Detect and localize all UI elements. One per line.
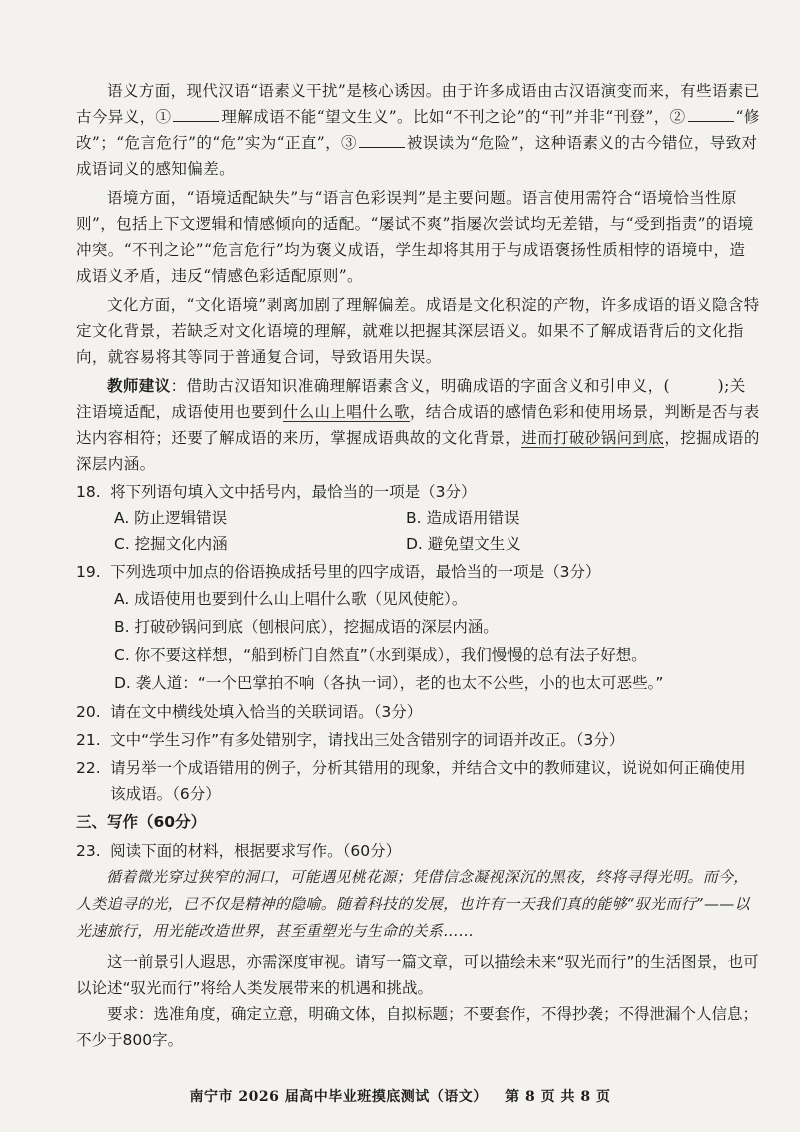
passage-paragraph-context: 语境方面，“语境适配缺失”与“语言色彩误判”是主要问题。语言使用需符合“语境恰当性原则”，包括上下文逻辑和情感倾向的适配。“屡试不爽”指屡次尝试均无差错，与“受到指责”的语境冲突。“不刊之论”“危言危行”均为褒义成语，学生却将其用于与成语褒扬性质相悖的语境中，造成语义矛盾，违反“情感色彩适配原则”。 (76, 189, 754, 285)
option-b: B. 造成语用错误 (406, 509, 520, 527)
underlined-link-word: 进而 (521, 429, 554, 447)
writing-material: 循着微光穿过狭窄的洞口，可能遇见桃花源；凭借信念凝视深沉的黑夜，终将寻得光明。而今，人类追寻的光，已不仅是精神的隐喻。随着科技的发展，也许有一天我们真的能够“驭光而行”——以光速旅行，用光能改造世界，甚至重塑光与生命的关系…… (76, 868, 750, 940)
question-19: 19. 下列选项中加点的俗语换成括号里的四字成语，最恰当的一项是（3分） (76, 563, 601, 581)
teacher-advice-label: 教师建议 (107, 376, 171, 395)
writing-requirements: 要求：选准角度，确定立意，明确文体，自拟标题；不要套作，不得抄袭；不得泄漏个人信息；不少于800字。 (76, 1005, 759, 1049)
page-number: 第 8 页 共 8 页 (505, 1089, 611, 1105)
option-a: A. 防止逻辑错误 (114, 509, 228, 527)
answer-blank-1 (173, 107, 219, 122)
answer-blank-2 (688, 107, 734, 122)
option-c: C. 你不要这样想，“船到桥门自然直”（水到渠成），我们慢慢的总有法子好想。 (114, 646, 647, 664)
underlined-saying-1: 什么山上唱什么歌 (282, 403, 410, 421)
option-a: A. 成语使用也要到什么山上唱什么歌（见风使舵）。 (114, 590, 468, 608)
question-18: 18. 将下列语句填入文中括号内，最恰当的一项是（3分） (76, 483, 477, 501)
exam-title: 南宁市 2026 届高中毕业班摸底测试（语文） (189, 1089, 488, 1105)
question-18-options (76, 505, 760, 557)
option-c: C. 挖掘文化内涵 (114, 535, 228, 553)
option-b: B. 打破砂锅问到底（刨根问底），挖掘成语的深层内涵。 (114, 618, 499, 636)
writing-section-heading: 三、写作（60分） (76, 813, 207, 831)
passage-paragraph-semantics: 语义方面，现代汉语“语素义干扰”是核心诱因。由于许多成语由古汉语演变而来，有些语素已古今异义，① 理解成语不能“望文生义”。比如“不刊之论”的“刊”并非“刊登”，② “修改”；“危言危行”的“危”实为“正直”，③ 被误读为“危险”，这种语素义的古今错位，导致对成语词义的感知偏差。 (76, 82, 760, 178)
question-20: 20. 请在文中横线处填入恰当的关联词语。（3分） (76, 703, 423, 721)
question-19-options (76, 585, 760, 697)
writing-prompt: 这一前景引人遐思，亦需深度审视。请写一篇文章，可以描绘未来“驭光而行”的生活图景，也可以论述“驭光而行”将给人类发展带来的机遇和挑战。 (76, 953, 759, 997)
question-23: 23. 阅读下面的材料，根据要求写作。（60分） (76, 842, 402, 860)
passage-paragraph-culture: 文化方面，“文化语境”剥离加剧了理解偏差。成语是文化积淀的产物，许多成语的语义隐含特定文化背景，若缺乏对文化语境的理解，就难以把握其深层语义。如果不了解成语背后的文化指向，就容易将其等同于普通复合词，导致语用失误。 (76, 296, 760, 366)
question-22: 22. 请另举一个成语错用的例子，分析其错用的现象，并结合文中的教师建议，说说如何正确使用该成语。（6分） (76, 759, 746, 803)
teacher-advice-paragraph: 教师建议：借助古汉语知识准确理解语素含义，明确成语的字面含义和引申义，( );关注语境适配，成语使用也要到什么山上唱什么歌，结合成语的感情色彩和使用场景，判断是否与表达内容相符；还要了解成语的来历，掌握成语典故的文化背景，进而打破砂锅问到底，挖掘成语的深层内涵。 (76, 376, 760, 473)
question-21: 21. 文中“学生习作”有多处错别字，请找出三处含错别字的词语并改正。（3分） (76, 731, 625, 749)
option-d: D. 袭人道：“一个巴掌拍不响（各执一词），老的也太不公些，小的也太可恶些。” (114, 674, 664, 692)
underlined-saying-2: 打破砂锅问到底 (553, 429, 665, 447)
option-d: D. 避免望文生义 (406, 535, 521, 553)
page-footer (0, 1086, 800, 1106)
answer-blank-3 (359, 133, 405, 148)
